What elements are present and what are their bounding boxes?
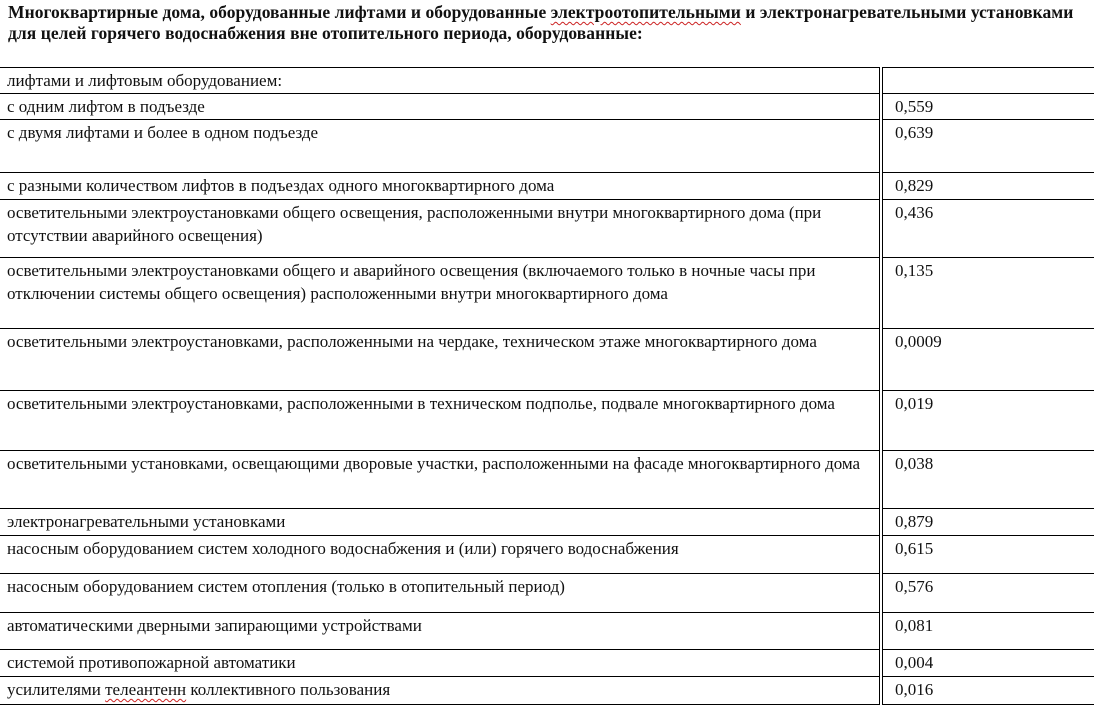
heading-text-start: Многоквартирные дома, оборудованные лифтами и оборудованные <box>8 2 551 22</box>
row-value: 0,135 <box>881 258 1094 329</box>
row-label: электронагревательными установками <box>0 509 881 536</box>
table-row <box>0 613 1094 650</box>
row-value: 0,639 <box>881 120 1094 173</box>
row-label: насосным оборудованием систем отопления (только в отопительный период) <box>0 574 881 613</box>
row-label: автоматическими дверными запирающими устройствами <box>0 613 881 650</box>
row-label-spellcheck-word: телеантенн <box>105 680 187 699</box>
table-row <box>0 120 1094 173</box>
row-label: осветительными электроустановками, расположенными на чердаке, техническом этаже многоквартирного дома <box>0 329 881 391</box>
row-label: осветительными электроустановками общего и аварийного освещения (включаемого только в ночные часы при отключении системы общего освещения) расположенными внутри многоквартирного дома <box>0 258 881 329</box>
table-row <box>0 391 1094 451</box>
row-label-start: усилителями <box>7 680 106 699</box>
row-value: 0,559 <box>881 94 1094 120</box>
row-label: осветительными установками, освещающими дворовые участки, расположенными на фасаде многоквартирного дома <box>0 451 881 509</box>
row-label: осветительными электроустановками общего освещения, расположенными внутри многоквартирного дома (при отсутствии аварийного освещения) <box>0 200 881 258</box>
table-row <box>0 536 1094 574</box>
row-value: 0,081 <box>881 613 1094 650</box>
table-row <box>0 68 1094 94</box>
row-label: лифтами и лифтовым оборудованием: <box>0 68 881 94</box>
row-label-end: коллективного пользования <box>186 680 391 699</box>
table-row <box>0 677 1094 705</box>
row-label: с разными количеством лифтов в подъездах одного многоквартирного дома <box>0 173 881 200</box>
table-row <box>0 574 1094 613</box>
heading-spellcheck-word: электроотопительными <box>550 2 741 22</box>
table-row <box>0 94 1094 120</box>
table-row <box>0 173 1094 200</box>
row-value: 0,019 <box>881 391 1094 451</box>
row-value: 0,615 <box>881 536 1094 574</box>
row-label: с двумя лифтами и более в одном подъезде <box>0 120 881 173</box>
table-row <box>0 650 1094 677</box>
row-label: осветительными электроустановками, расположенными в техническом подполье, подвале многоквартирного дома <box>0 391 881 451</box>
table-row <box>0 329 1094 391</box>
row-label: с одним лифтом в подъезде <box>0 94 881 120</box>
table-row <box>0 451 1094 509</box>
row-value: 0,576 <box>881 574 1094 613</box>
row-value: 0,004 <box>881 650 1094 677</box>
row-value <box>881 68 1094 94</box>
coefficients-table <box>0 67 1094 705</box>
table-row <box>0 509 1094 536</box>
row-value: 0,0009 <box>881 329 1094 391</box>
section-heading <box>8 2 1088 44</box>
table-row <box>0 200 1094 258</box>
row-value: 0,016 <box>881 677 1094 705</box>
row-value: 0,829 <box>881 173 1094 200</box>
row-value: 0,436 <box>881 200 1094 258</box>
row-value: 0,038 <box>881 451 1094 509</box>
row-label: насосным оборудованием систем холодного водоснабжения и (или) горячего водоснабжения <box>0 536 881 574</box>
heading-text-end: и электронагревательными установками для целей горячего водоснабжения вне отопительного периода, оборудованные: <box>8 2 1074 43</box>
row-label <box>0 677 881 705</box>
table-row <box>0 258 1094 329</box>
row-value: 0,879 <box>881 509 1094 536</box>
row-label: системой противопожарной автоматики <box>0 650 881 677</box>
